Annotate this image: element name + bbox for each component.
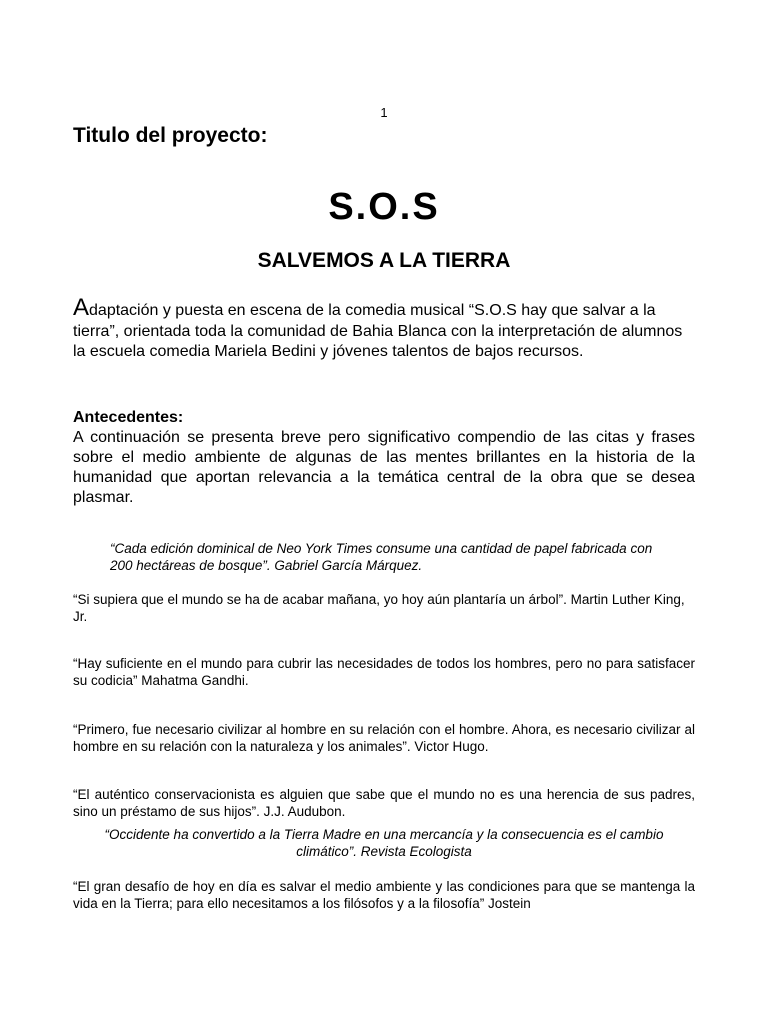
- page-number: [0, 105, 768, 120]
- quote-garcia-marquez: “Cada edición dominical de Neo York Times consume una cantidad de papel fabricada con 200 hectáreas de bosque”. Gabriel García Márquez.: [110, 541, 653, 573]
- document-title: S.O.S: [328, 186, 440, 228]
- quote-revista-ecologista: “Occidente ha convertido a la Tierra Madre en una mercancía y la consecuencia es el cambio climático”. Revista Ecologista: [104, 827, 664, 859]
- intro-dropcap: A: [73, 294, 90, 321]
- antecedentes-label: Antecedentes:: [73, 409, 184, 426]
- quote-luther-king: “Si supiera que el mundo se ha de acabar mañana, yo hoy aún plantaría un árbol”. Martin Luther King, Jr.: [73, 592, 685, 624]
- project-heading: Titulo del proyecto:: [73, 124, 268, 147]
- antecedentes-text: A continuación se presenta breve pero significativo compendio de las citas y frases sobre el medio ambiente de algunas de las mentes brillantes en la historia de la humanidad que aportan relevancia a la temática central de la obra que se desea plasmar.: [73, 429, 695, 506]
- antecedentes-section: [73, 408, 695, 508]
- document-subtitle: SALVEMOS A LA TIERRA: [257, 249, 511, 272]
- intro-text: daptación y puesta en escena de la comedia musical “S.O.S hay que salvar a la tierra”, orientada toda la comunidad de Bahia Blanca con la interpretación de alumnos la escuela comedia Mariela Bedini y jóvenes talentos de bajos recursos.: [73, 302, 683, 360]
- quote-victor-hugo: “Primero, fue necesario civilizar al hombre en su relación con el hombre. Ahora, es necesario civilizar al hombre en su relación con la naturaleza y los animales”. Victor Hugo.: [73, 722, 695, 754]
- quote-audubon: “El auténtico conservacionista es alguien que sabe que el mundo no es una herencia de sus padres, sino un préstamo de sus hijos”. J.J. Audubon.: [73, 787, 695, 819]
- quote-gandhi: “Hay suficiente en el mundo para cubrir las necesidades de todos los hombres, pero no para satisfacer su codicia” Mahatma Gandhi.: [73, 656, 695, 688]
- page-number-value: 1: [380, 105, 388, 120]
- quote-gaarder: “El gran desafío de hoy en día es salvar el medio ambiente y las condiciones para que se mantenga la vida en la Tierra; para ello necesitamos a los filósofos y a la filosofía” Jostein: [73, 879, 695, 911]
- intro-paragraph: [73, 294, 695, 363]
